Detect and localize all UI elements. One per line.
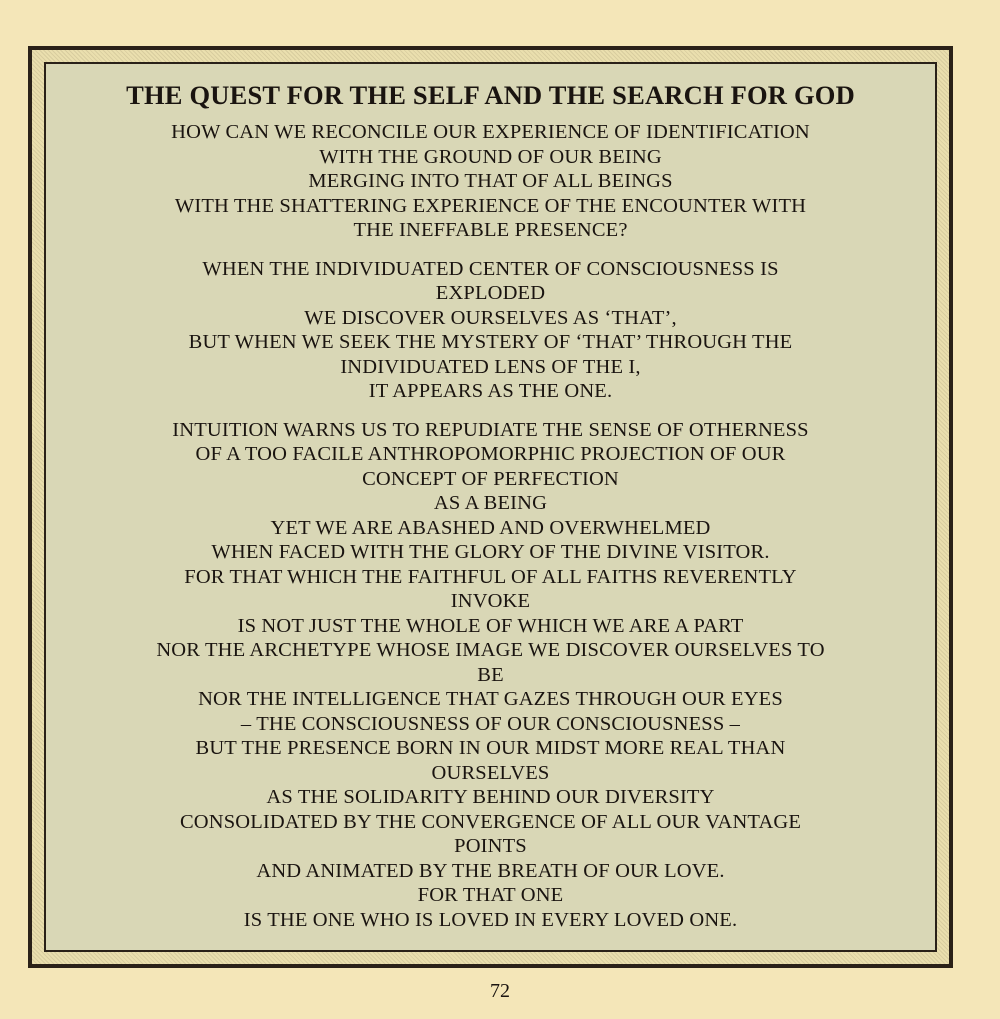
text-line: BE (477, 663, 504, 686)
text-line: IS NOT JUST THE WHOLE OF WHICH WE ARE A PART (237, 614, 744, 637)
text-line: – THE CONSCIOUSNESS OF OUR CONSCIOUSNESS – (240, 712, 741, 735)
text-line: INDIVIDUATED LENS OF THE I, (340, 355, 641, 378)
stanza-1 (46, 120, 935, 243)
text-line: WE DISCOVER OURSELVES AS ‘THAT’, (304, 306, 677, 329)
text-line: IT APPEARS AS THE ONE. (368, 380, 613, 402)
text-line: FOR THAT ONE (417, 884, 564, 906)
text-line: MERGING INTO THAT OF ALL BEINGS (308, 170, 673, 192)
text-line: INTUITION WARNS US TO REPUDIATE THE SENSE OF OTHERNESS (172, 418, 809, 441)
text-line: NOR THE ARCHETYPE WHOSE IMAGE WE DISCOVER OURSELVES TO (156, 639, 825, 661)
stanza-3 (46, 418, 935, 933)
text-line: OURSELVES (431, 761, 550, 784)
text-line: FOR THAT WHICH THE FAITHFUL OF ALL FAITHS REVERENTLY (184, 565, 797, 588)
text-line: BUT THE PRESENCE BORN IN OUR MIDST MORE REAL THAN (195, 737, 786, 759)
text-line: INVOKE (450, 590, 531, 612)
text-line: CONSOLIDATED BY THE CONVERGENCE OF ALL OUR VANTAGE (179, 810, 802, 833)
text-line: YET WE ARE ABASHED AND OVERWHELMED (270, 516, 711, 539)
text-line: OF A TOO FACILE ANTHROPOMORPHIC PROJECTION OF OUR (195, 443, 786, 465)
text-line: WHEN FACED WITH THE GLORY OF THE DIVINE VISITOR. (211, 541, 770, 563)
text-line: WITH THE SHATTERING EXPERIENCE OF THE ENCOUNTER WITH (174, 194, 807, 217)
text-line: HOW CAN WE RECONCILE OUR EXPERIENCE OF IDENTIFICATION (171, 121, 810, 143)
text-line: EXPLODED (435, 282, 546, 304)
text-line: POINTS (454, 835, 527, 857)
outer-frame (28, 46, 953, 968)
page-number: 72 (490, 980, 510, 1002)
text-line: AS THE SOLIDARITY BEHIND OUR DIVERSITY (266, 786, 715, 808)
page-title: THE QUEST FOR THE SELF AND THE SEARCH FOR GOD (126, 80, 855, 110)
text-line: WITH THE GROUND OF OUR BEING (319, 145, 662, 168)
text-line: AND ANIMATED BY THE BREATH OF OUR LOVE. (256, 859, 725, 882)
stanza-2 (46, 257, 935, 404)
text-line: NOR THE INTELLIGENCE THAT GAZES THROUGH OUR EYES (198, 688, 783, 710)
text-line: IS THE ONE WHO IS LOVED IN EVERY LOVED ONE. (243, 908, 738, 931)
text-line: THE INEFFABLE PRESENCE? (353, 219, 628, 241)
text-line: WHEN THE INDIVIDUATED CENTER OF CONSCIOUSNESS IS (202, 257, 779, 280)
text-panel (44, 62, 937, 952)
text-block (46, 78, 935, 932)
text-line: AS A BEING (433, 492, 548, 514)
text-line: CONCEPT OF PERFECTION (362, 467, 619, 490)
text-line: BUT WHEN WE SEEK THE MYSTERY OF ‘THAT’ THROUGH THE (188, 331, 793, 353)
